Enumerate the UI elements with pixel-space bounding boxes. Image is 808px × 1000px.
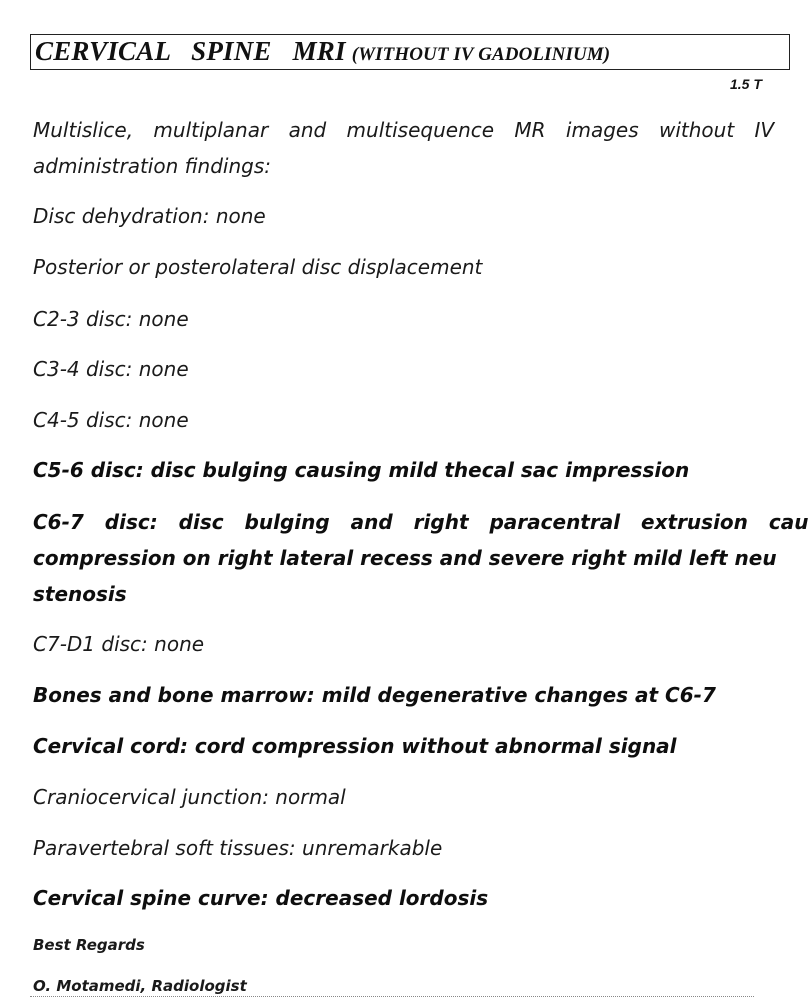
finding-posterior-disc: Posterior or posterolateral disc displacement <box>33 255 483 279</box>
finding-cervical-cord: Cervical cord: cord compression without abnormal signal <box>33 734 677 758</box>
finding-spine-curve: Cervical spine curve: decreased lordosis <box>33 886 489 910</box>
finding-c4-5: C4-5 disc: none <box>33 408 189 432</box>
signature-closing: Best Regards <box>33 936 145 954</box>
signature-name: O. Motamedi, Radiologist <box>33 977 247 995</box>
finding-craniocervical: Craniocervical junction: normal <box>33 785 346 809</box>
finding-c2-3: C2-3 disc: none <box>33 307 189 331</box>
finding-c6-7-line-3: stenosis <box>33 582 127 606</box>
finding-c6-7-line-1: C6-7 disc: disc bulging and right paracentral extrusion cau <box>33 510 808 534</box>
finding-c5-6: C5-6 disc: disc bulging causing mild thecal sac impression <box>33 458 690 482</box>
bottom-divider <box>30 996 754 998</box>
report-title-main: CERVICAL SPINE MRI <box>35 36 346 66</box>
finding-paravertebral: Paravertebral soft tissues: unremarkable <box>33 836 443 860</box>
finding-c3-4: C3-4 disc: none <box>33 357 189 381</box>
finding-c7-d1: C7-D1 disc: none <box>33 632 205 656</box>
finding-disc-dehydration: Disc dehydration: none <box>33 204 266 228</box>
field-strength: 1.5 T <box>730 76 762 92</box>
intro-line-1: Multislice, multiplanar and multisequence MR images without IV <box>33 118 775 142</box>
report-title <box>35 36 610 67</box>
finding-c6-7-line-2: compression on right lateral recess and severe right mild left neu <box>33 546 777 570</box>
finding-bones: Bones and bone marrow: mild degenerative changes at C6-7 <box>33 683 716 707</box>
intro-line-2: administration findings: <box>33 154 272 178</box>
report-title-sub: (WITHOUT IV GADOLINIUM) <box>351 44 611 65</box>
